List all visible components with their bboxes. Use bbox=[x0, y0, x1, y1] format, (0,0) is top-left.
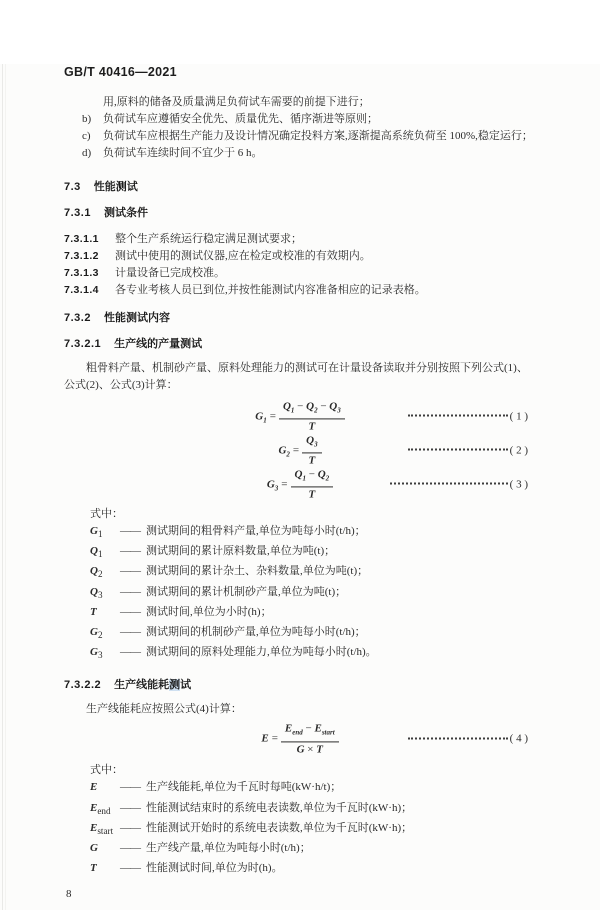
equation-2-row bbox=[64, 436, 536, 466]
equation-1-leader bbox=[408, 409, 528, 426]
symbol: $Q_3$ bbox=[90, 585, 103, 600]
definition-text: 测试期间的原料处理能力,单位为吨每小时(t/h)。 bbox=[146, 646, 377, 659]
symbol: $E_{end}$ bbox=[90, 801, 111, 816]
equation-4-leader bbox=[408, 731, 528, 748]
clause-text: 整个生产系统运行稳定满足测试要求； bbox=[115, 233, 302, 245]
symbol: T bbox=[90, 862, 97, 875]
definition-row bbox=[90, 820, 544, 840]
definitions-list-2 bbox=[90, 779, 544, 880]
list-item-b bbox=[82, 111, 540, 128]
clause-number: 7.3.1.3 bbox=[64, 267, 99, 279]
heading-number: 7.3.2.2 bbox=[64, 679, 102, 692]
dash: —— bbox=[120, 525, 140, 537]
symbol: $G_3$ bbox=[90, 646, 103, 661]
equation-number: ( 3 ) bbox=[509, 478, 528, 491]
definition-row bbox=[90, 604, 544, 624]
symbol: $Q_1$ bbox=[90, 545, 103, 560]
paragraph-energy-test: 生产线能耗应按照公式(4)计算： bbox=[86, 703, 242, 716]
dash: —— bbox=[120, 625, 140, 638]
definition-row bbox=[90, 584, 544, 604]
equation-2-leader bbox=[408, 443, 528, 460]
dash: —— bbox=[120, 565, 140, 578]
equation-number: ( 2 ) bbox=[509, 444, 528, 457]
symbol: $G_2$ bbox=[90, 625, 103, 641]
eq3-fraction: $\frac{Q_1 - Q_2}{T}$ bbox=[291, 468, 334, 501]
heading-7-3-2-2 bbox=[64, 677, 540, 694]
heading-title: 测试条件 bbox=[103, 207, 148, 219]
equation-3: $G_3$ = $\frac{Q_1 - Q_2}{T}$ bbox=[64, 468, 536, 501]
eq2-fraction: $\frac{Q_3}{T}$ bbox=[302, 434, 321, 467]
list-item-c bbox=[82, 128, 540, 145]
dash: —— bbox=[120, 862, 140, 875]
symbol: T bbox=[90, 605, 97, 618]
list-item-a-continuation: 用,原料的储备及质量满足负荷试车需要的前提下进行； bbox=[103, 96, 370, 108]
clause-number: 7.3.1.4 bbox=[64, 284, 99, 296]
clause-list bbox=[64, 231, 540, 299]
equation-group bbox=[0, 402, 600, 500]
heading-7-3 bbox=[64, 179, 540, 196]
equation-3-row bbox=[64, 470, 536, 500]
definition-text: 性能测试时间,单位为时(h)。 bbox=[146, 862, 283, 875]
list-item-text: 负荷试车应遵循安全优先、质量优先、循序渐进等原则； bbox=[103, 113, 378, 125]
equation-1-row bbox=[64, 402, 536, 432]
definition-text: 生产线产量,单位为吨每小时(t/h)； bbox=[146, 841, 311, 854]
definition-row bbox=[90, 840, 544, 860]
heading-title: 性能测试 bbox=[93, 181, 138, 193]
page-number: 8 bbox=[66, 888, 72, 901]
dash: —— bbox=[120, 605, 140, 618]
equation-2: $G_2$ = $\frac{Q_3}{T}$ bbox=[64, 434, 536, 467]
dotted-leader bbox=[408, 737, 508, 739]
heading-title: 生产线的产量测试 bbox=[114, 338, 203, 350]
definition-row bbox=[90, 644, 544, 664]
heading-7-3-1 bbox=[64, 205, 540, 222]
definition-text: 生产线能耗,单位为千瓦时每吨(kW·h/t)； bbox=[146, 781, 342, 794]
heading-7-3-2-1 bbox=[64, 336, 540, 353]
equation-3-leader bbox=[390, 477, 528, 494]
clause-number: 7.3.1.1 bbox=[64, 233, 99, 245]
dash: —— bbox=[120, 801, 140, 814]
equation-1: $G_1$ = $\frac{Q_1 - Q_2 - Q_3}{T}$ bbox=[64, 400, 536, 433]
definition-row bbox=[90, 860, 544, 880]
definition-text: 测试期间的累计原料数量,单位为吨(t)； bbox=[146, 545, 336, 558]
list-item-text: 负荷试车应根据生产能力及设计情况确定投料方案,逐渐提高系统负荷至 100%,稳定运行； bbox=[103, 130, 533, 142]
clause-7-3-1-3 bbox=[64, 265, 540, 282]
eq1-lhs: G bbox=[255, 410, 264, 423]
equation-4: E = $\frac{E_{end} - E_{start}}{G \times T}$ bbox=[64, 723, 536, 756]
clause-7-3-1-1 bbox=[64, 231, 540, 248]
heading-7-3-2 bbox=[64, 310, 540, 327]
equation-number: ( 4 ) bbox=[509, 732, 528, 745]
heading-title: 生产线能耗测试 bbox=[114, 679, 192, 692]
paragraph-output-test: 粗骨料产量、机制砂产量、原料处理能力的测试可在计量设备读取并分别按照下列公式(1)、公式(2)、公式(3)计算： bbox=[64, 362, 528, 391]
carryover-list bbox=[82, 94, 540, 162]
list-item-label: c) bbox=[82, 130, 91, 142]
definition-row bbox=[90, 543, 544, 563]
list-item-d bbox=[82, 145, 540, 162]
symbol: G bbox=[90, 841, 98, 854]
where-label: 式中： bbox=[90, 764, 123, 777]
symbol: $G_1$ bbox=[90, 525, 103, 540]
highlighted-char: 测 bbox=[169, 679, 181, 692]
list-item-text: 负荷试车连续时间不宜少于 6 h。 bbox=[103, 147, 263, 159]
definition-text: 测试期间的粗骨料产量,单位为吨每小时(t/h)； bbox=[146, 525, 366, 537]
symbol: $Q_2$ bbox=[90, 565, 103, 580]
scanned-standard-page bbox=[0, 64, 600, 910]
symbol: E bbox=[90, 781, 98, 794]
clause-number: 7.3.1.2 bbox=[64, 250, 99, 262]
clause-text: 各专业考核人员已到位,并按性能测试内容准备相应的记录表格。 bbox=[115, 284, 426, 296]
definition-text: 性能测试结束时的系统电表读数,单位为千瓦时(kW·h)； bbox=[146, 801, 413, 814]
eq2-lhs: G bbox=[278, 444, 287, 457]
definitions-list-1 bbox=[90, 523, 544, 664]
eq4-fraction: $\frac{E_{end} - E_{start}}{G \times T}$ bbox=[281, 723, 339, 756]
dotted-leader bbox=[408, 415, 508, 417]
dash: —— bbox=[120, 585, 140, 598]
clause-text: 计量设备已完成校准。 bbox=[115, 267, 225, 279]
definition-text: 测试期间的累计机制砂产量,单位为吨(t)； bbox=[146, 585, 347, 598]
document-number: GB/T 40416—2021 bbox=[64, 65, 177, 79]
symbol: $E_{start}$ bbox=[90, 821, 114, 836]
definition-text: 测试期间的机制砂产量,单位为吨每小时(t/h)； bbox=[146, 625, 366, 638]
where-label: 式中： bbox=[90, 508, 123, 520]
definition-row bbox=[90, 523, 544, 543]
dotted-leader bbox=[390, 483, 508, 485]
definition-row bbox=[90, 779, 544, 799]
clause-7-3-1-2 bbox=[64, 248, 540, 265]
dash: —— bbox=[120, 841, 140, 854]
definition-text: 测试时间,单位为小时(h)； bbox=[146, 605, 272, 618]
dotted-leader bbox=[408, 449, 508, 451]
eq4-lhs: E bbox=[261, 732, 269, 745]
heading-number: 7.3 bbox=[64, 181, 81, 193]
definition-row bbox=[90, 563, 544, 583]
definition-text: 性能测试开始时的系统电表读数,单位为千瓦时(kW·h)； bbox=[146, 821, 413, 834]
clause-text: 测试中使用的测试仪器,应在检定或校准的有效期内。 bbox=[115, 250, 371, 262]
heading-number: 7.3.2.1 bbox=[64, 338, 102, 350]
eq1-fraction: $\frac{Q_1 - Q_2 - Q_3}{T}$ bbox=[279, 400, 345, 433]
dash: —— bbox=[120, 821, 140, 834]
eq3-lhs: G bbox=[266, 478, 275, 491]
dash: —— bbox=[120, 545, 140, 558]
list-item-label: d) bbox=[82, 147, 92, 159]
equation-number: ( 1 ) bbox=[509, 410, 528, 423]
definition-row bbox=[90, 624, 544, 644]
equation-4-row bbox=[64, 724, 536, 754]
heading-number: 7.3.1 bbox=[64, 207, 91, 219]
definition-text: 测试期间的累计杂土、杂料数量,单位为吨(t)； bbox=[146, 565, 369, 578]
clause-7-3-1-4 bbox=[64, 282, 540, 299]
heading-title: 性能测试内容 bbox=[103, 312, 170, 324]
heading-number: 7.3.2 bbox=[64, 312, 91, 324]
dash: —— bbox=[120, 781, 140, 794]
definition-row bbox=[90, 800, 544, 820]
list-item-label: b) bbox=[82, 113, 92, 125]
dash: —— bbox=[120, 646, 140, 659]
